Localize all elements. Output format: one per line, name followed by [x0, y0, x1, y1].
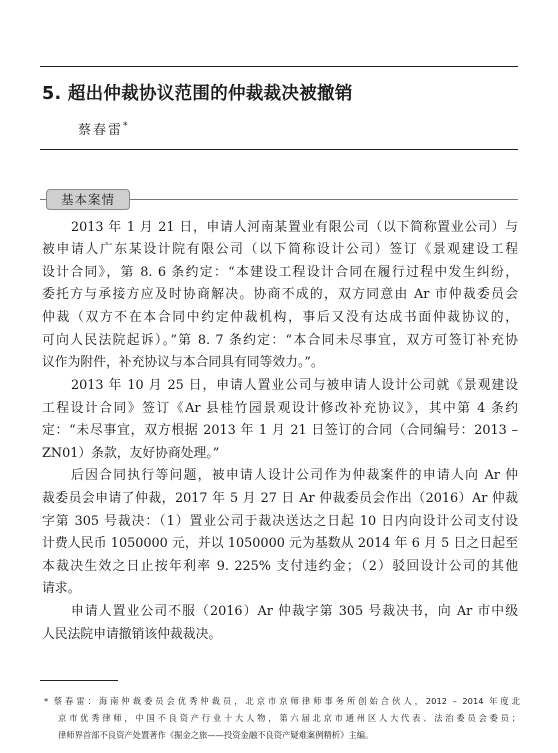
body-line: 本裁决生效之日止按年利率 9. 225% 支付违约金；（2）驳回设计公司的其他	[42, 559, 518, 574]
body-line: 请求。	[42, 581, 81, 596]
body-line: 委托方与承接方应及时协商解决。协商不成的，双方同意由 Ar 市仲裁委员会	[42, 287, 518, 302]
body-line: 议作为附件，补充协议与本合同具有同等效力。”。	[42, 355, 324, 370]
body-line: 裁委员会申请了仲裁，2017 年 5 月 27 日 Ar 仲裁委员会作出（2016）Ar 仲裁	[42, 491, 518, 506]
body-line: 工程设计合同》签订《Ar 县桂竹园景观设计修改补充协议》，其中第 4 条约	[42, 401, 518, 416]
body-line: 人民法院申请撤销该仲裁裁决。	[42, 627, 222, 642]
body-line: 可向人民法院起诉）。”第 8. 7 条约定：“本合同未尽事宜，双方可签订补充协	[42, 333, 518, 348]
footnote-line: * 蔡春雷：海南仲裁委员会优秀仲裁员，北京市京师律师事务所创始合伙人，2012 – 2014 年度北	[44, 696, 520, 706]
header-bottom-rule	[40, 149, 518, 150]
body-line: 仲裁（双方不在本合同中约定仲裁机构，事后又没有达成书面仲裁协议的，	[42, 310, 518, 325]
author-line	[78, 119, 128, 138]
section-tag-basic-facts: 基本案情	[46, 189, 130, 210]
top-rule	[40, 66, 518, 67]
body-line: 定：“未尽事宜，双方根据 2013 年 1 月 21 日签订的合同（合同编号：2013 –	[42, 423, 518, 438]
body-line: 2013 年 10 月 25 日，申请人置业公司与被申请人设计公司就《景观建设	[71, 378, 518, 393]
body-line: 设计合同》，第 8. 6 条约定：“本建设工程设计合同在履行过程中发生纠纷，	[42, 265, 518, 280]
footnote-line: 律师界首部不良资产处置著作《掘金之旅——投资金融不良资产疑难案例精析》主编。	[58, 730, 374, 740]
body-line: 字第 305 号裁决：（1）置业公司于裁决送达之日起 10 日内向设计公司支付设	[42, 514, 518, 529]
author-name: 蔡春雷	[78, 123, 124, 138]
body-line: 计费人民币 1050000 元，并以 1050000 元为基数从 2014 年 6 月 5 日之日起至	[42, 536, 518, 551]
author-footnote-mark: *	[123, 121, 128, 132]
body-line: 申请人置业公司不服（2016）Ar 仲裁字第 305 号裁决书，向 Ar 市中级	[71, 604, 518, 619]
footnote-rule	[40, 680, 118, 681]
body-line: 被申请人广东某设计院有限公司（以下简称设计公司）签订《景观建设工程	[42, 242, 518, 257]
body-line: 后因合同执行等问题，被申请人设计公司作为仲裁案件的申请人向 Ar 仲	[71, 468, 518, 483]
body-line: 2013 年 1 月 21 日，申请人河南某置业有限公司（以下简称置业公司）与	[71, 220, 518, 235]
chapter-title: 5. 超出仲裁协议范围的仲裁裁决被撤销	[42, 84, 353, 104]
body-line: ZN01）条款，友好协商处理。”	[42, 446, 220, 461]
footnote-line: 京市优秀律师，中国不良资产行业十大人物，第六届北京市通州区人大代表、法治委员会委员；	[58, 713, 520, 723]
